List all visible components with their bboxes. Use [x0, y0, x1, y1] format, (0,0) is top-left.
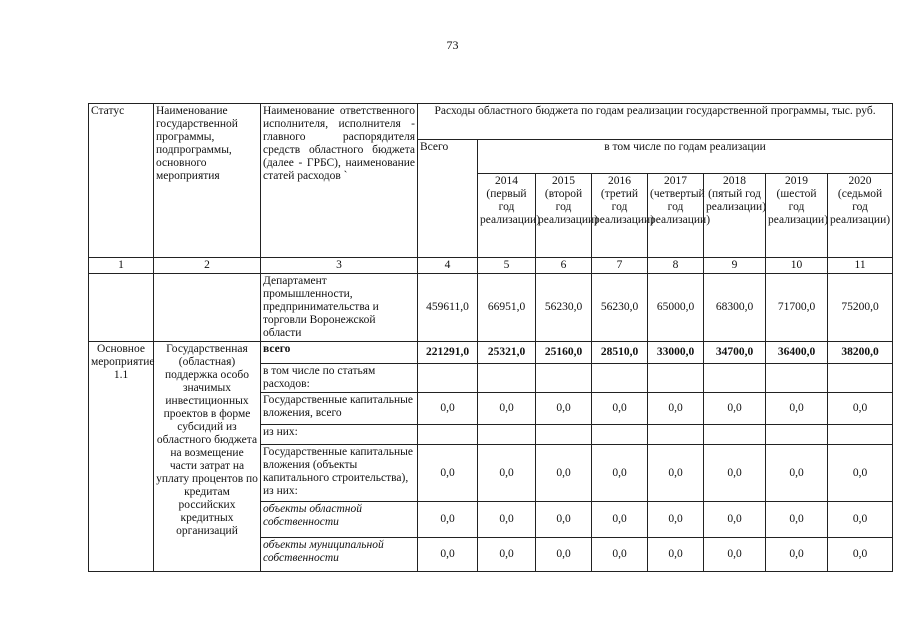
row-value: 0,0 — [648, 393, 704, 425]
row-value: 0,0 — [478, 445, 536, 502]
row-value — [704, 425, 766, 445]
measure-status: Основное мероприятие 1.1 — [89, 342, 154, 572]
column-number: 8 — [648, 258, 704, 274]
row-value — [704, 364, 766, 393]
column-number: 3 — [261, 258, 418, 274]
department-row — [89, 274, 893, 342]
department-value: 75200,0 — [828, 274, 893, 342]
row-value — [536, 425, 592, 445]
column-number: 9 — [704, 258, 766, 274]
measure-name: Государственная (областная) поддержка особо значимых инвестиционных проектов в форме субсидий из областного бюджета на возмещение части затрат на уплату процентов по кредитам российских кредитных организаций — [154, 342, 261, 572]
row-value: 0,0 — [592, 538, 648, 572]
row-value — [648, 425, 704, 445]
row-value: 25321,0 — [478, 342, 536, 364]
row-value — [828, 364, 893, 393]
header-year-2015: 2015 (второй год реализации) — [536, 174, 592, 258]
column-number: 4 — [418, 258, 478, 274]
row-value — [478, 364, 536, 393]
column-number: 10 — [766, 258, 828, 274]
row-value — [478, 425, 536, 445]
row-value — [766, 364, 828, 393]
row-value: 38200,0 — [828, 342, 893, 364]
header-program-name: Наименование государственной программы, подпрограммы, основного мероприятия — [154, 104, 261, 258]
department-label: Департамент промышленности, предпринимательства и торговли Воронежской области — [261, 274, 418, 342]
department-value: 65000,0 — [648, 274, 704, 342]
empty-cell — [154, 274, 261, 342]
column-number: 2 — [154, 258, 261, 274]
row-total — [89, 342, 893, 364]
row-value: 0,0 — [766, 445, 828, 502]
row-value: 0,0 — [828, 393, 893, 425]
row-value: 28510,0 — [592, 342, 648, 364]
empty-cell — [89, 274, 154, 342]
row-value: 0,0 — [828, 538, 893, 572]
row-value: 0,0 — [828, 445, 893, 502]
column-number: 11 — [828, 258, 893, 274]
row-label: объекты муниципальной собственности — [261, 538, 418, 572]
row-label: в том числе по статьям расходов: — [261, 364, 418, 393]
row-value: 0,0 — [536, 502, 592, 538]
header-executor: Наименование ответственного исполнителя, исполнителя - главного распорядителя средств областного бюджета (далее - ГРБС), наименование статей расходов ` — [261, 104, 418, 258]
header-year-2019: 2019 (шестой год реализации) — [766, 174, 828, 258]
header-expenses: Расходы областного бюджета по годам реализации государственной программы, тыс. руб. — [418, 104, 893, 140]
row-value: 0,0 — [648, 445, 704, 502]
row-value — [592, 364, 648, 393]
row-value: 0,0 — [536, 538, 592, 572]
row-value: 0,0 — [648, 538, 704, 572]
row-value: 0,0 — [766, 393, 828, 425]
row-value: 0,0 — [478, 502, 536, 538]
row-value — [418, 425, 478, 445]
header-year-2016: 2016 (третий год реализации) — [592, 174, 648, 258]
column-number: 7 — [592, 258, 648, 274]
row-value — [592, 425, 648, 445]
row-label: из них: — [261, 425, 418, 445]
department-value: 66951,0 — [478, 274, 536, 342]
column-number: 6 — [536, 258, 592, 274]
header-year-2020: 2020 (седьмой год реализации) — [828, 174, 893, 258]
row-label: объекты областной собственности — [261, 502, 418, 538]
header-total: Всего — [418, 140, 478, 258]
row-value: 0,0 — [766, 538, 828, 572]
row-value — [536, 364, 592, 393]
row-value: 25160,0 — [536, 342, 592, 364]
department-value: 56230,0 — [536, 274, 592, 342]
header-by-years: в том числе по годам реализации — [478, 140, 893, 174]
row-value: 0,0 — [648, 502, 704, 538]
page-number: 73 — [446, 38, 459, 52]
department-value: 68300,0 — [704, 274, 766, 342]
row-label: Государственные капитальные вложения, всего — [261, 393, 418, 425]
column-number: 1 — [89, 258, 154, 274]
row-value: 0,0 — [704, 445, 766, 502]
row-value — [418, 364, 478, 393]
row-value: 0,0 — [828, 502, 893, 538]
budget-table — [88, 103, 893, 572]
row-value: 0,0 — [478, 538, 536, 572]
row-value: 0,0 — [536, 445, 592, 502]
department-value: 56230,0 — [592, 274, 648, 342]
row-label: всего — [261, 342, 418, 364]
header-year-2018: 2018 (пятый год реализации) — [704, 174, 766, 258]
header-row-1 — [89, 104, 893, 140]
row-value: 0,0 — [478, 393, 536, 425]
row-value: 0,0 — [766, 502, 828, 538]
header-year-2017: 2017 (четвертый год реализации) — [648, 174, 704, 258]
row-value: 34700,0 — [704, 342, 766, 364]
row-value: 0,0 — [704, 538, 766, 572]
column-number: 5 — [478, 258, 536, 274]
header-year-2014: 2014 (первый год реализации) — [478, 174, 536, 258]
row-value — [828, 425, 893, 445]
row-value: 0,0 — [592, 393, 648, 425]
row-label: Государственные капитальные вложения (объекты капитального строительства), из них: — [261, 445, 418, 502]
row-value: 36400,0 — [766, 342, 828, 364]
row-value: 0,0 — [418, 502, 478, 538]
column-numbers-row — [89, 258, 893, 274]
row-value — [766, 425, 828, 445]
row-value: 0,0 — [704, 393, 766, 425]
row-value: 221291,0 — [418, 342, 478, 364]
department-value: 459611,0 — [418, 274, 478, 342]
row-value: 0,0 — [704, 502, 766, 538]
row-value: 0,0 — [536, 393, 592, 425]
row-value: 33000,0 — [648, 342, 704, 364]
row-value: 0,0 — [592, 445, 648, 502]
department-value: 71700,0 — [766, 274, 828, 342]
row-value — [648, 364, 704, 393]
row-value: 0,0 — [418, 445, 478, 502]
header-status: Статус — [89, 104, 154, 258]
row-value: 0,0 — [418, 393, 478, 425]
row-value: 0,0 — [418, 538, 478, 572]
row-value: 0,0 — [592, 502, 648, 538]
